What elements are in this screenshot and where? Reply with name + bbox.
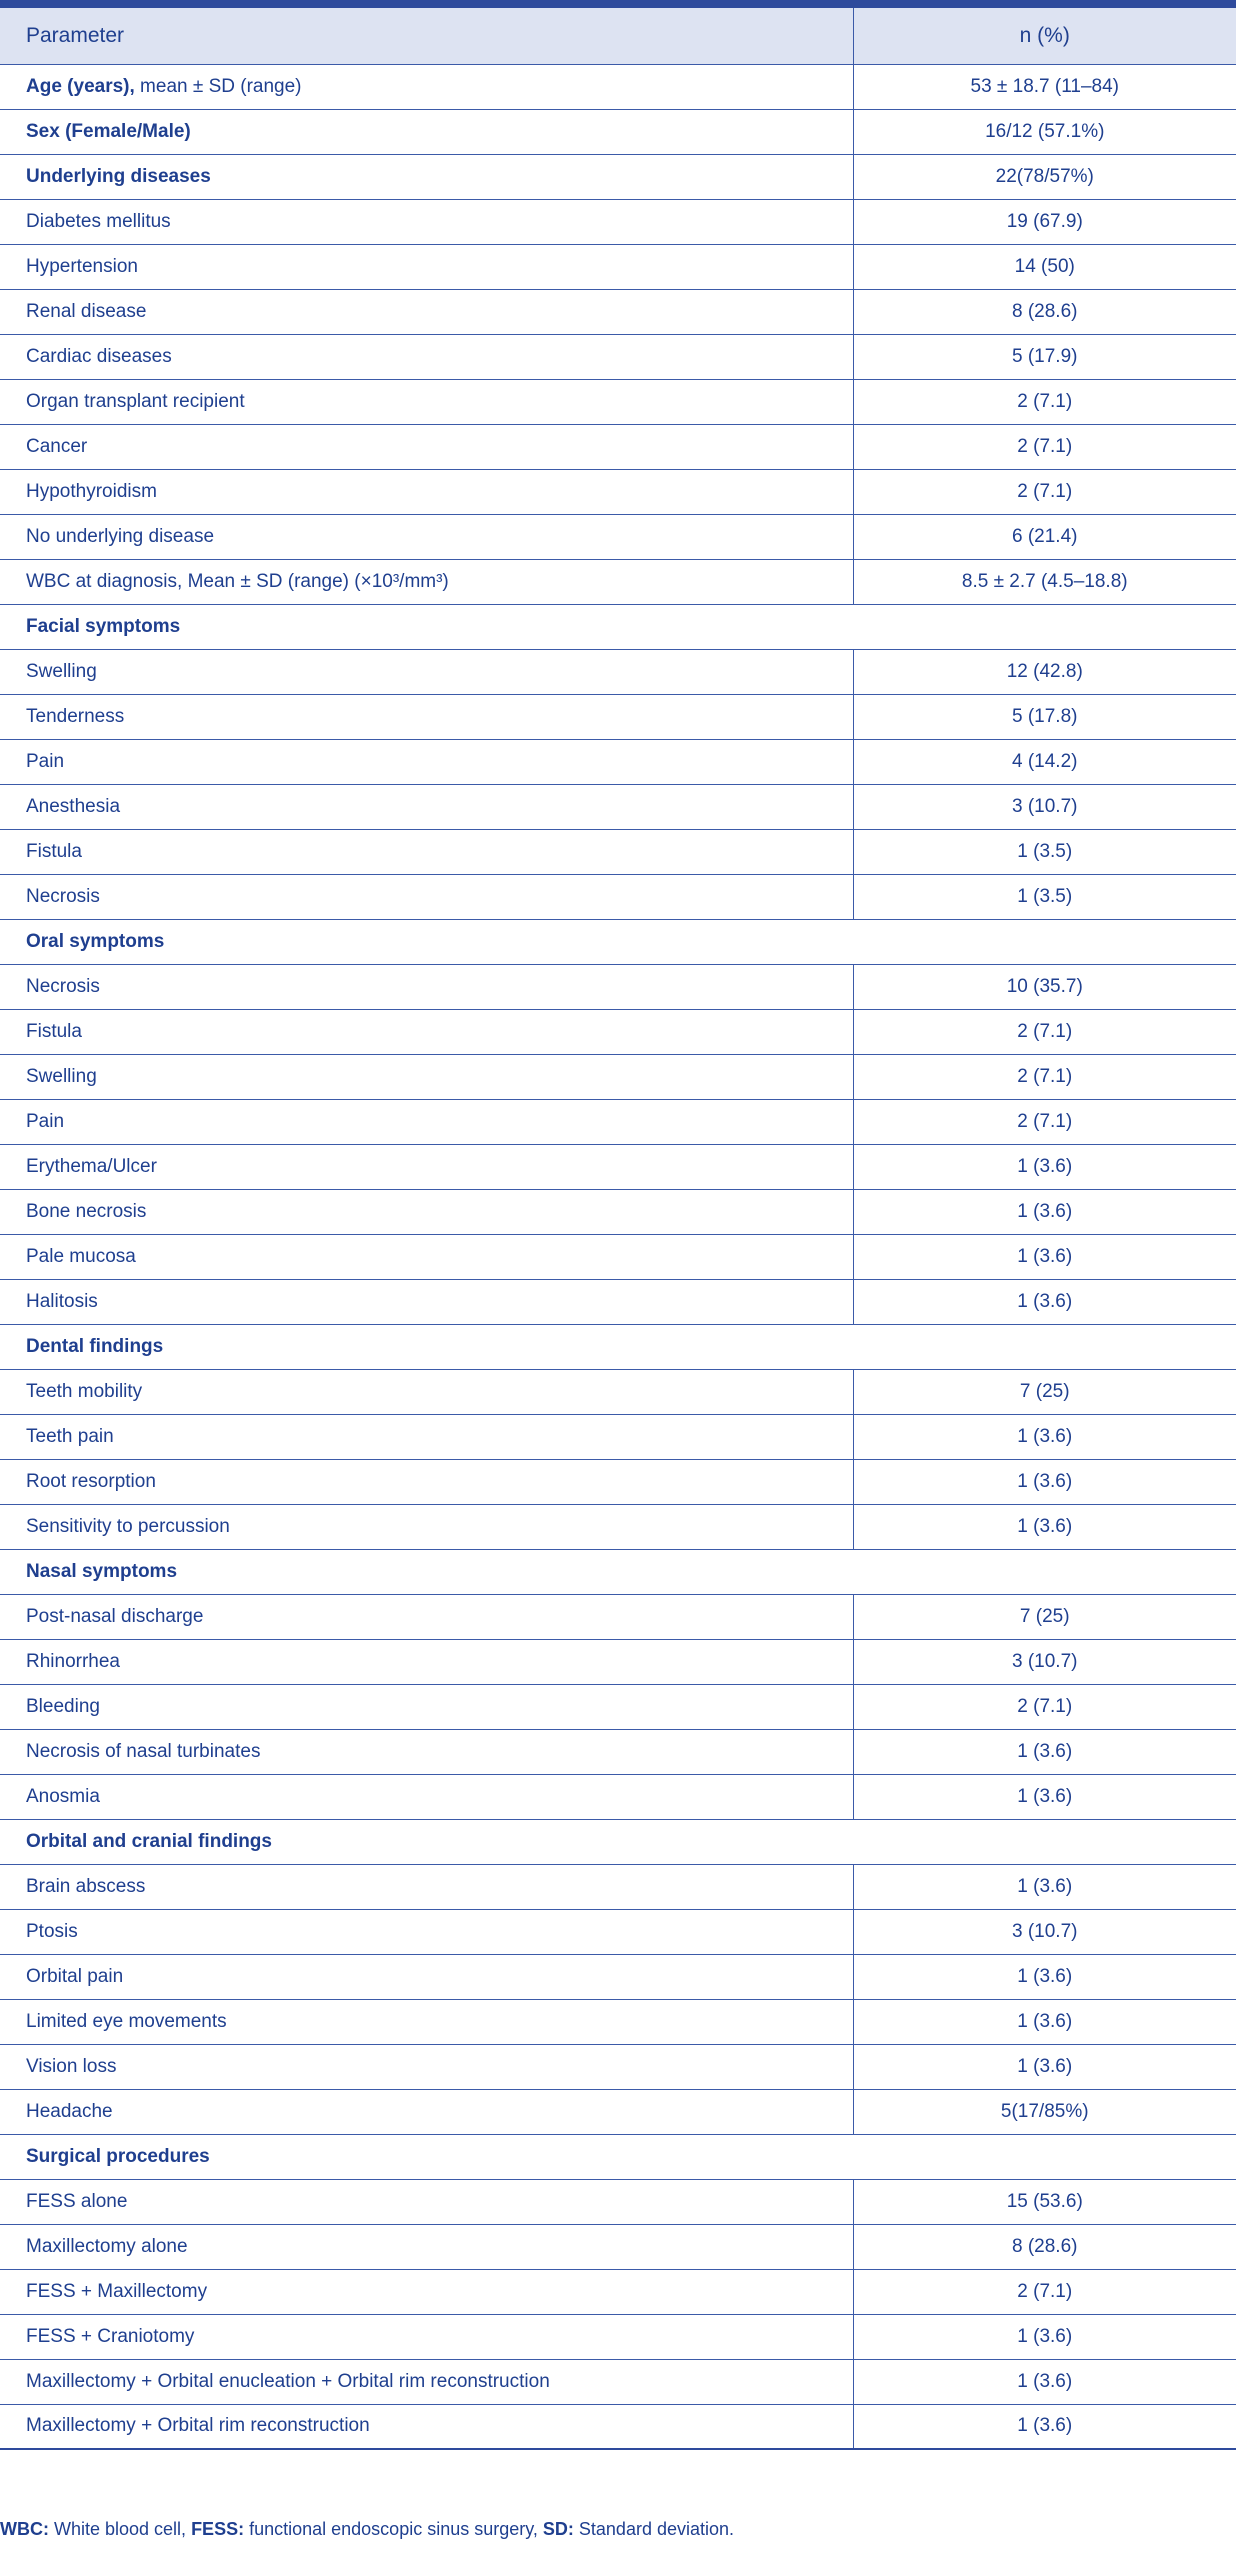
row-label: Pain [0,1099,853,1144]
table-row [0,2224,1236,2269]
row-label: Fistula [0,1009,853,1054]
row-value: 22(78/57%) [853,154,1236,199]
row-value: 2 (7.1) [853,469,1236,514]
row-label: FESS + Craniotomy [0,2314,853,2359]
row-label-bold: Age (years), [26,75,135,97]
row-label: Bleeding [0,1684,853,1729]
row-label: Halitosis [0,1279,853,1324]
row-value: 2 (7.1) [853,1009,1236,1054]
row-label: Hypertension [0,244,853,289]
footnote-text: functional endoscopic sinus surgery, [244,2519,543,2539]
row-label: Bone necrosis [0,1189,853,1234]
row-value: 4 (14.2) [853,739,1236,784]
row-value: 6 (21.4) [853,514,1236,559]
row-value: 8.5 ± 2.7 (4.5–18.8) [853,559,1236,604]
header-value: n (%) [853,8,1236,64]
table-row [0,2089,1236,2134]
table-row [0,2314,1236,2359]
row-value: 15 (53.6) [853,2179,1236,2224]
row-label: Headache [0,2089,853,2134]
row-value: 1 (3.6) [853,2044,1236,2089]
row-value: 1 (3.6) [853,1774,1236,1819]
table-row [0,109,1236,154]
row-value: 12 (42.8) [853,649,1236,694]
row-value: 3 (10.7) [853,784,1236,829]
section-title: Facial symptoms [0,604,1236,649]
row-value: 1 (3.6) [853,2404,1236,2449]
table-row [0,1414,1236,1459]
table-row [0,1189,1236,1234]
row-label: WBC at diagnosis, Mean ± SD (range) (×10³/mm³) [0,559,853,604]
footnote-abbr: WBC: [0,2519,49,2539]
row-label: Anesthesia [0,784,853,829]
row-label: Rhinorrhea [0,1639,853,1684]
table-row [0,64,1236,109]
table-row [0,2404,1236,2449]
table-row [0,379,1236,424]
row-value: 1 (3.6) [853,1459,1236,1504]
table-row [0,1684,1236,1729]
table-row [0,1144,1236,1189]
row-label: No underlying disease [0,514,853,559]
row-label: Necrosis [0,874,853,919]
row-label: Limited eye movements [0,1999,853,2044]
footnote-text: White blood cell, [48,2519,192,2539]
table-row [0,874,1236,919]
table-row [0,1369,1236,1414]
row-label: Pain [0,739,853,784]
row-value: 1 (3.6) [853,1999,1236,2044]
section-title: Nasal symptoms [0,1549,1236,1594]
row-label: Hypothyroidism [0,469,853,514]
row-label: Pale mucosa [0,1234,853,1279]
row-label: Maxillectomy + Orbital enucleation + Orbital rim reconstruction [0,2359,853,2404]
table-row [0,1909,1236,1954]
table-row [0,694,1236,739]
row-value: 10 (35.7) [853,964,1236,1009]
row-value: 7 (25) [853,1594,1236,1639]
top-rule [0,0,1236,8]
row-value: 2 (7.1) [853,1684,1236,1729]
table-row [0,199,1236,244]
row-value: 1 (3.6) [853,1279,1236,1324]
table-row [0,2179,1236,2224]
row-label: Maxillectomy + Orbital rim reconstruction [0,2404,853,2449]
table-row [0,1774,1236,1819]
table-row [0,829,1236,874]
row-label: Cancer [0,424,853,469]
row-label: Anosmia [0,1774,853,1819]
table-row [0,1099,1236,1144]
row-label: Swelling [0,1054,853,1099]
row-label: Diabetes mellitus [0,199,853,244]
row-value: 8 (28.6) [853,289,1236,334]
table-row [0,559,1236,604]
table-row [0,424,1236,469]
row-value: 14 (50) [853,244,1236,289]
header-row [0,8,1236,64]
section-row [0,919,1236,964]
row-value: 2 (7.1) [853,1054,1236,1099]
row-value: 5 (17.9) [853,334,1236,379]
row-label: Vision loss [0,2044,853,2089]
footnote-text: Standard deviation. [573,2519,735,2539]
row-value: 1 (3.6) [853,1864,1236,1909]
header-parameter: Parameter [0,8,853,64]
table-row [0,1009,1236,1054]
row-label [0,109,853,154]
table-row [0,1234,1236,1279]
row-label: Teeth mobility [0,1369,853,1414]
row-label: Ptosis [0,1909,853,1954]
table-row [0,1279,1236,1324]
section-row [0,604,1236,649]
row-label-text: mean ± SD (range) [134,75,302,97]
table-row [0,1504,1236,1549]
table-row [0,649,1236,694]
table-row [0,2044,1236,2089]
table-row [0,739,1236,784]
row-label: Tenderness [0,694,853,739]
row-label: FESS alone [0,2179,853,2224]
row-value: 5(17/85%) [853,2089,1236,2134]
row-value: 3 (10.7) [853,1639,1236,1684]
table-row [0,1864,1236,1909]
row-value: 8 (28.6) [853,2224,1236,2269]
section-row [0,1549,1236,1594]
row-label: Swelling [0,649,853,694]
row-label [0,64,853,109]
characteristics-table [0,8,1236,2450]
row-value: 16/12 (57.1%) [853,109,1236,154]
row-label: Maxillectomy alone [0,2224,853,2269]
table-row [0,289,1236,334]
table-row [0,1594,1236,1639]
table-row [0,1999,1236,2044]
row-label: Renal disease [0,289,853,334]
row-label [0,154,853,199]
table-row [0,2269,1236,2314]
row-label-bold: Underlying diseases [26,165,211,187]
row-label: Cardiac diseases [0,334,853,379]
row-value: 1 (3.6) [853,2314,1236,2359]
table-row [0,154,1236,199]
row-value: 1 (3.6) [853,1954,1236,1999]
table-row [0,1954,1236,1999]
row-label: Necrosis [0,964,853,1009]
row-value: 2 (7.1) [853,1099,1236,1144]
row-value: 1 (3.6) [853,1189,1236,1234]
row-label: Fistula [0,829,853,874]
row-value: 2 (7.1) [853,379,1236,424]
row-label: Necrosis of nasal turbinates [0,1729,853,1774]
row-label: Sensitivity to percussion [0,1504,853,1549]
row-value: 3 (10.7) [853,1909,1236,1954]
row-value: 1 (3.5) [853,829,1236,874]
row-label: Teeth pain [0,1414,853,1459]
row-label: FESS + Maxillectomy [0,2269,853,2314]
row-label: Erythema/Ulcer [0,1144,853,1189]
table-row [0,334,1236,379]
table-body [0,64,1236,2449]
section-title: Surgical procedures [0,2134,1236,2179]
row-value: 1 (3.6) [853,1729,1236,1774]
row-label: Root resorption [0,1459,853,1504]
table-row [0,1639,1236,1684]
section-title: Dental findings [0,1324,1236,1369]
footnote-abbr: SD: [542,2519,574,2539]
row-value: 53 ± 18.7 (11–84) [853,64,1236,109]
row-label: Brain abscess [0,1864,853,1909]
row-label: Post-nasal discharge [0,1594,853,1639]
row-label-bold: Sex (Female/Male) [26,120,191,142]
table-row [0,784,1236,829]
table-row [0,1729,1236,1774]
row-value: 1 (3.5) [853,874,1236,919]
footnote-abbr: FESS: [191,2519,245,2539]
row-value: 1 (3.6) [853,1234,1236,1279]
row-value: 5 (17.8) [853,694,1236,739]
table-row [0,469,1236,514]
row-value: 1 (3.6) [853,1504,1236,1549]
table-footnote [0,2519,734,2540]
row-value: 19 (67.9) [853,199,1236,244]
table-row [0,244,1236,289]
row-value: 1 (3.6) [853,1414,1236,1459]
table-row [0,1054,1236,1099]
section-row [0,1324,1236,1369]
row-label: Organ transplant recipient [0,379,853,424]
table-row [0,514,1236,559]
row-value: 7 (25) [853,1369,1236,1414]
table-row [0,964,1236,1009]
row-label: Orbital pain [0,1954,853,1999]
row-value: 2 (7.1) [853,2269,1236,2314]
row-value: 1 (3.6) [853,1144,1236,1189]
section-title: Oral symptoms [0,919,1236,964]
section-row [0,2134,1236,2179]
section-title: Orbital and cranial findings [0,1819,1236,1864]
row-value: 2 (7.1) [853,424,1236,469]
section-row [0,1819,1236,1864]
table-row [0,2359,1236,2404]
table-row [0,1459,1236,1504]
row-value: 1 (3.6) [853,2359,1236,2404]
